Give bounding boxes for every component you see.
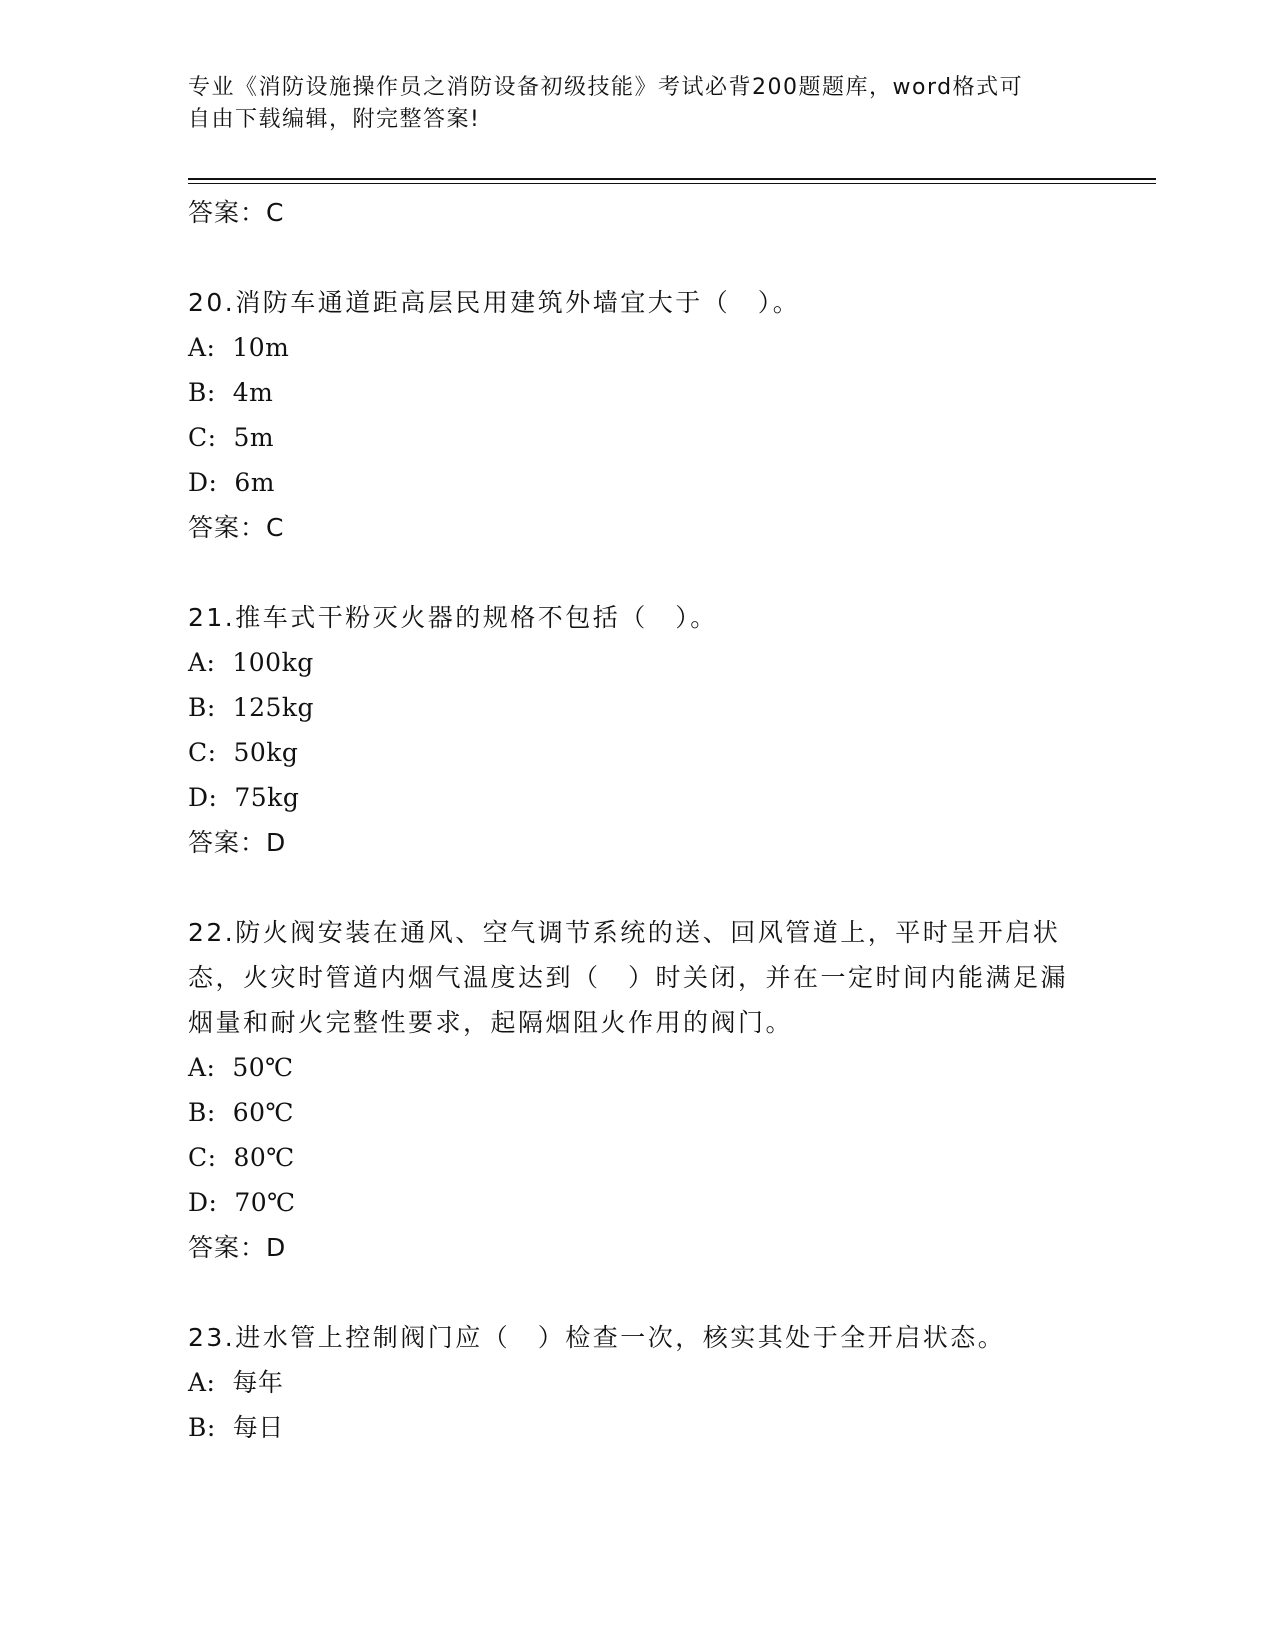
question-text: 21.推车式干粉灭火器的规格不包括（ ）。 <box>188 603 718 632</box>
option-c: C: 5m <box>188 423 275 452</box>
option-c: C: 50kg <box>188 738 299 767</box>
question-21 <box>188 595 1088 865</box>
option-c: C: 80℃ <box>188 1143 295 1172</box>
question-20 <box>188 280 1088 550</box>
option-a: A: 50℃ <box>188 1053 294 1082</box>
option-b: B: 60℃ <box>188 1098 294 1127</box>
question-23 <box>188 1315 1088 1450</box>
question-text: 22.防火阀安装在通风、空气调节系统的送、回风管道上，平时呈开启状态，火灾时管道内烟气温度达到（ ）时关闭，并在一定时间内能满足漏烟量和耐火完整性要求，起隔烟阻火作用的阀门。 <box>188 918 1069 1037</box>
option-d: D: 75kg <box>188 783 300 812</box>
answer-line: 答案：C <box>188 513 285 542</box>
option-a: A: 每年 <box>188 1368 284 1397</box>
option-a: A: 100kg <box>188 648 314 677</box>
option-a: A: 10m <box>188 333 290 362</box>
header-line-2: 自由下载编辑，附完整答案! <box>188 107 481 132</box>
header-line-1: 专业《消防设施操作员之消防设备初级技能》考试必背200题题库，word格式可 <box>188 75 1024 100</box>
document-header <box>188 72 1088 136</box>
header-divider <box>188 178 1156 184</box>
option-d: D: 6m <box>188 468 275 497</box>
answer-line: 答案：D <box>188 828 287 857</box>
option-b: B: 125kg <box>188 693 315 722</box>
option-d: D: 70℃ <box>188 1188 296 1217</box>
question-text: 20.消防车通道距高层民用建筑外墙宜大于（ ）。 <box>188 288 801 317</box>
document-body <box>188 190 1088 1450</box>
answer-line: 答案：D <box>188 1233 287 1262</box>
option-b: B: 每日 <box>188 1413 284 1442</box>
question-22 <box>188 910 1088 1270</box>
option-b: B: 4m <box>188 378 274 407</box>
answer-line: 答案：C <box>188 198 285 227</box>
question-text: 23.进水管上控制阀门应（ ）检查一次，核实其处于全开启状态。 <box>188 1323 1006 1352</box>
